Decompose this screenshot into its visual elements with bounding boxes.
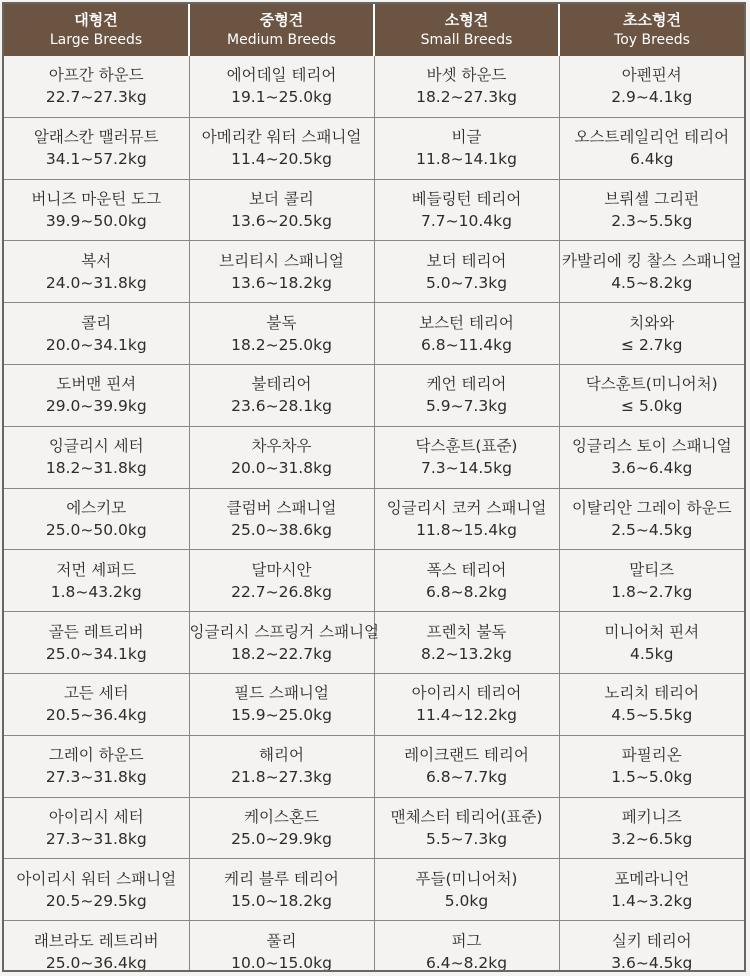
breed-name: 푸들(미니어처) <box>415 869 518 888</box>
breed-cell-toy <box>559 241 744 303</box>
breed-name: 레이크랜드 테리어 <box>404 746 529 765</box>
breed-cell-small <box>374 612 559 674</box>
breed-name: 콜리 <box>81 313 112 332</box>
breed-name: 보더 콜리 <box>249 189 314 208</box>
breed-name: 아메리칸 워터 스패니얼 <box>201 128 362 147</box>
breed-weight-table-frame <box>2 2 746 972</box>
breed-weight: 22.7~27.3kg <box>45 88 147 107</box>
column-header-korean: 중형견 <box>259 10 304 29</box>
breed-cell-toy <box>559 859 744 921</box>
breed-name: 아이리시 테리어 <box>411 684 522 703</box>
breed-cell-medium <box>189 797 374 859</box>
breed-cell-large <box>4 612 189 674</box>
breed-cell-medium <box>189 117 374 179</box>
breed-name: 잉글리시 세터 <box>48 437 144 456</box>
breed-name: 카발리에 킹 찰스 스패니얼 <box>562 251 742 270</box>
breed-cell-medium <box>189 612 380 674</box>
breed-cell-large <box>4 56 189 117</box>
breed-cell-large <box>4 117 189 179</box>
breed-cell-toy <box>559 612 744 674</box>
column-header-korean: 대형견 <box>74 10 118 29</box>
breed-cell-medium <box>189 241 374 303</box>
breed-weight: 5.9~7.3kg <box>425 397 508 416</box>
breed-cell-small <box>374 117 559 179</box>
breed-weight: 1.8~2.7kg <box>611 582 693 601</box>
breed-weight: 10.0~15.0kg <box>231 953 332 972</box>
breed-cell-large <box>4 550 189 612</box>
table-row <box>4 241 744 303</box>
breed-name: 파필리온 <box>621 746 682 765</box>
breed-cell-large <box>4 735 189 797</box>
breed-name: 아펜핀셔 <box>621 66 682 85</box>
breed-name: 퍼그 <box>451 931 482 950</box>
column-header-toy <box>559 4 744 56</box>
breed-cell-medium <box>189 550 374 612</box>
breed-name: 브뤼셀 그리펀 <box>604 189 700 208</box>
breed-name: 잉글리시 스프링거 스패니얼 <box>189 622 380 641</box>
breed-weight: 15.0~18.2kg <box>231 891 332 910</box>
breed-name: 보더 테리어 <box>426 251 507 270</box>
breed-name: 알래스칸 맬러뮤트 <box>33 128 159 147</box>
breed-cell-small <box>374 488 559 550</box>
breed-name: 아이리시 세터 <box>48 807 144 826</box>
table-row <box>4 612 744 674</box>
breed-cell-medium <box>189 859 374 921</box>
breed-weight: 1.4~3.2kg <box>611 891 693 910</box>
breed-name: 비글 <box>451 128 482 147</box>
breed-cell-small <box>374 426 559 488</box>
table-row <box>4 921 744 972</box>
breed-name: 저먼 셰퍼드 <box>56 560 137 579</box>
breed-weight: 11.8~15.4kg <box>416 520 517 539</box>
table-row <box>4 364 744 426</box>
breed-name: 폭스 테리어 <box>426 560 507 579</box>
column-header-english: Medium Breeds <box>227 31 336 48</box>
breed-name: 차우차우 <box>251 437 312 456</box>
breed-weight: 20.0~34.1kg <box>45 335 147 354</box>
breed-name: 잉글리시 코커 스패니얼 <box>386 498 547 517</box>
breed-cell-medium <box>189 426 374 488</box>
breed-weight: 24.0~31.8kg <box>45 273 147 292</box>
breed-name: 닥스훈트(표준) <box>415 437 518 456</box>
breed-cell-large <box>4 426 189 488</box>
breed-name: 바셋 하운드 <box>426 66 507 85</box>
breed-name: 베들링턴 테리어 <box>411 189 522 208</box>
breed-cell-medium <box>189 364 374 426</box>
breed-name: 아이리시 워터 스패니얼 <box>16 869 177 888</box>
breed-cell-small <box>374 303 559 365</box>
breed-weight: 25.0~29.9kg <box>231 829 332 848</box>
breed-cell-large <box>4 797 189 859</box>
breed-name: 케리 블루 테리어 <box>224 869 339 888</box>
breed-name: 에스키모 <box>66 498 127 517</box>
breed-weight: 3.6~4.5kg <box>611 953 693 972</box>
breed-cell-small <box>374 241 559 303</box>
breed-name: 잉글리스 토이 스패니얼 <box>571 437 732 456</box>
column-header-medium <box>189 4 374 56</box>
column-header-large <box>4 4 189 56</box>
breed-cell-large <box>4 488 189 550</box>
breed-cell-large <box>4 241 189 303</box>
breed-name: 케언 테리어 <box>426 375 507 394</box>
breed-name: 이탈리안 그레이 하운드 <box>571 498 732 517</box>
breed-weight: 18.2~25.0kg <box>231 335 332 354</box>
breed-name: 실키 테리어 <box>611 931 692 950</box>
breed-weight: 6.4kg <box>630 150 674 169</box>
breed-name: 불독 <box>266 313 297 332</box>
breed-weight: 25.0~50.0kg <box>45 520 147 539</box>
breed-cell-toy <box>559 735 744 797</box>
breed-name: 노리치 테리어 <box>604 684 700 703</box>
breed-weight: 5.5~7.3kg <box>425 829 508 848</box>
table-row <box>4 550 744 612</box>
breed-name: 브리티시 스패니얼 <box>219 251 344 270</box>
breed-weight: 15.9~25.0kg <box>231 706 332 725</box>
breed-cell-toy <box>559 673 744 735</box>
breed-cell-large <box>4 364 189 426</box>
breed-weight: 18.2~27.3kg <box>416 88 517 107</box>
breed-cell-medium <box>189 673 374 735</box>
breed-weight: 21.8~27.3kg <box>231 768 332 787</box>
breed-name: 복서 <box>81 251 112 270</box>
column-header-english: Large Breeds <box>49 31 143 48</box>
breed-weight: 4.5kg <box>630 644 674 663</box>
table-row <box>4 426 744 488</box>
breed-name: 해리어 <box>259 746 304 765</box>
breed-weight: 3.2~6.5kg <box>611 829 693 848</box>
breed-cell-toy <box>559 364 744 426</box>
breed-name: 풀리 <box>266 931 297 950</box>
breed-weight-table <box>4 4 744 972</box>
breed-cell-toy <box>559 921 744 972</box>
breed-weight: 20.0~31.8kg <box>231 459 332 478</box>
breed-cell-large <box>4 921 189 972</box>
breed-name: 포메라니언 <box>614 869 690 888</box>
column-header-korean: 소형견 <box>444 10 489 29</box>
breed-weight: 4.5~5.5kg <box>611 706 693 725</box>
breed-name: 페키니즈 <box>621 807 682 826</box>
breed-cell-toy <box>559 179 744 241</box>
breed-name: 맨체스터 테리어(표준) <box>390 807 543 826</box>
breed-cell-medium <box>189 735 374 797</box>
breed-name: 미니어처 핀셔 <box>604 622 700 641</box>
breed-weight: 6.8~8.2kg <box>425 582 508 601</box>
breed-weight: 18.2~22.7kg <box>231 644 332 663</box>
breed-name: 오스트레일리언 테리어 <box>574 128 730 147</box>
breed-name: 보스턴 테리어 <box>419 313 514 332</box>
breed-cell-small <box>374 364 559 426</box>
breed-name: 클럼버 스패니얼 <box>226 498 337 517</box>
breed-name: 래브라도 레트리버 <box>33 931 159 950</box>
breed-name: 달마시안 <box>251 560 312 579</box>
breed-name: 버니즈 마운틴 도그 <box>31 189 162 208</box>
breed-weight: 1.5~5.0kg <box>611 768 693 787</box>
breed-weight: 1.8~43.2kg <box>50 582 142 601</box>
breed-weight: 6.8~7.7kg <box>425 768 508 787</box>
breed-weight: 7.7~10.4kg <box>421 211 512 230</box>
breed-weight: 2.3~5.5kg <box>611 211 693 230</box>
breed-weight: 19.1~25.0kg <box>231 88 332 107</box>
breed-name: 프렌치 불독 <box>426 622 507 641</box>
breed-weight: 20.5~36.4kg <box>45 706 147 725</box>
breed-cell-medium <box>189 921 374 972</box>
breed-cell-large <box>4 303 189 365</box>
breed-cell-large <box>4 859 189 921</box>
breed-weight: 7.3~14.5kg <box>421 459 512 478</box>
breed-weight: 25.0~38.6kg <box>231 520 332 539</box>
breed-cell-toy <box>559 117 744 179</box>
table-row <box>4 117 744 179</box>
breed-cell-toy <box>559 303 744 365</box>
breed-weight: 11.8~14.1kg <box>416 150 517 169</box>
breed-cell-toy <box>559 426 744 488</box>
table-row <box>4 797 744 859</box>
breed-name: 골든 레트리버 <box>48 622 144 641</box>
table-row <box>4 303 744 365</box>
breed-cell-medium <box>189 488 374 550</box>
breed-cell-medium <box>189 56 374 117</box>
breed-cell-medium <box>189 303 374 365</box>
breed-weight: 11.4~12.2kg <box>416 706 517 725</box>
breed-weight: ≤ 2.7kg <box>621 335 683 354</box>
breed-cell-large <box>4 179 189 241</box>
breed-weight: 29.0~39.9kg <box>45 397 147 416</box>
breed-weight: 6.4~8.2kg <box>425 953 508 972</box>
breed-name: 도버맨 핀셔 <box>56 375 137 394</box>
table-row <box>4 673 744 735</box>
breed-name: 고든 세터 <box>63 684 129 703</box>
breed-weight: 8.2~13.2kg <box>421 644 512 663</box>
breed-weight: 6.8~11.4kg <box>421 335 512 354</box>
table-row <box>4 56 744 117</box>
breed-weight: 2.9~4.1kg <box>611 88 693 107</box>
breed-weight: 13.6~20.5kg <box>231 211 332 230</box>
breed-cell-toy <box>559 56 744 117</box>
breed-name: 그레이 하운드 <box>48 746 144 765</box>
breed-weight: 27.3~31.8kg <box>45 829 147 848</box>
breed-weight: 23.6~28.1kg <box>231 397 332 416</box>
breed-cell-small <box>374 56 559 117</box>
breed-weight: 22.7~26.8kg <box>231 582 332 601</box>
breed-weight: 13.6~18.2kg <box>231 273 332 292</box>
breed-cell-small <box>374 673 559 735</box>
column-header-english: Small Breeds <box>420 31 513 48</box>
breed-name: 필드 스패니얼 <box>234 684 329 703</box>
breed-name: 말티즈 <box>629 560 675 579</box>
table-row <box>4 488 744 550</box>
table-header-row <box>4 4 744 56</box>
breed-weight: 20.5~29.5kg <box>45 891 147 910</box>
breed-weight: 11.4~20.5kg <box>231 150 332 169</box>
breed-name: 치와와 <box>629 313 675 332</box>
breed-cell-large <box>4 673 189 735</box>
breed-name: 케이스혼드 <box>244 807 319 826</box>
table-body <box>4 56 744 972</box>
breed-cell-medium <box>189 179 374 241</box>
breed-cell-small <box>374 550 559 612</box>
breed-name: 닥스훈트(미니어처) <box>585 375 718 394</box>
breed-name: 불테리어 <box>251 375 312 394</box>
table-row <box>4 859 744 921</box>
column-header-small <box>374 4 559 56</box>
breed-name: 아프간 하운드 <box>48 66 144 85</box>
breed-weight: 4.5~8.2kg <box>611 273 693 292</box>
breed-weight: 39.9~50.0kg <box>45 211 147 230</box>
column-header-korean: 초소형견 <box>623 10 681 29</box>
table-row <box>4 735 744 797</box>
breed-cell-small <box>374 859 559 921</box>
column-header-english: Toy Breeds <box>614 31 690 48</box>
breed-cell-toy <box>559 550 744 612</box>
breed-weight: 5.0kg <box>444 891 489 910</box>
breed-weight: 18.2~31.8kg <box>45 459 147 478</box>
breed-weight: 2.5~4.5kg <box>611 520 693 539</box>
breed-cell-toy <box>559 797 744 859</box>
breed-weight: 34.1~57.2kg <box>45 150 147 169</box>
breed-weight: 5.0~7.3kg <box>425 273 508 292</box>
breed-cell-toy <box>559 488 744 550</box>
breed-weight: 25.0~36.4kg <box>45 953 147 972</box>
breed-weight: 27.3~31.8kg <box>45 768 147 787</box>
breed-name: 에어데일 테리어 <box>226 66 337 85</box>
breed-weight: 25.0~34.1kg <box>45 644 147 663</box>
breed-cell-small <box>374 797 559 859</box>
breed-weight: 3.6~6.4kg <box>611 459 693 478</box>
breed-weight: ≤ 5.0kg <box>621 397 683 416</box>
table-row <box>4 179 744 241</box>
breed-cell-small <box>374 179 559 241</box>
breed-cell-small <box>374 735 559 797</box>
breed-cell-small <box>374 921 559 972</box>
